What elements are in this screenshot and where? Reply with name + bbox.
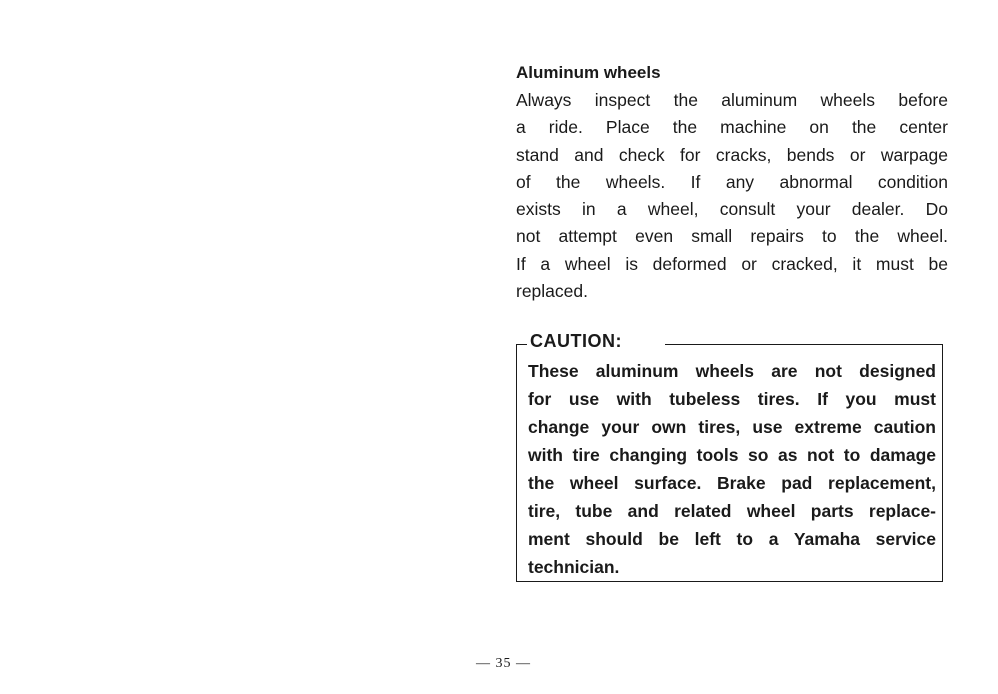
caution-border-left bbox=[517, 344, 527, 345]
caution-line: tire, tube and related wheel parts replace- bbox=[528, 501, 936, 521]
caution-line: These aluminum wheels are not designed bbox=[528, 361, 936, 381]
caution-title: CAUTION: bbox=[530, 331, 622, 351]
body-line: of the wheels. If any abnormal condition bbox=[516, 171, 948, 192]
section-body bbox=[516, 87, 948, 305]
body-line: exists in a wheel, consult your dealer. Do bbox=[516, 199, 948, 220]
caution-line: ment should be left to a Yamaha service bbox=[528, 529, 936, 549]
body-line: replaced. bbox=[516, 281, 588, 302]
caution-line: with tire changing tools so as not to damage bbox=[528, 445, 936, 465]
caution-border-right bbox=[665, 344, 942, 345]
section-heading: Aluminum wheels bbox=[516, 63, 661, 82]
caution-line: technician. bbox=[528, 557, 620, 577]
caution-line: change your own tires, use extreme caution bbox=[528, 417, 936, 437]
caution-line: for use with tubeless tires. If you must bbox=[528, 389, 936, 409]
body-line: a ride. Place the machine on the center bbox=[516, 117, 948, 138]
caution-line: the wheel surface. Brake pad replacement, bbox=[528, 473, 936, 493]
body-line: If a wheel is deformed or cracked, it must be bbox=[516, 253, 948, 274]
page-number: — 35 — bbox=[476, 656, 531, 671]
body-line: stand and check for cracks, bends or warpage bbox=[516, 144, 948, 165]
body-line: Always inspect the aluminum wheels before bbox=[516, 90, 948, 110]
body-line: not attempt even small repairs to the wheel. bbox=[516, 226, 948, 247]
caution-box bbox=[516, 331, 943, 582]
caution-text bbox=[528, 357, 936, 581]
